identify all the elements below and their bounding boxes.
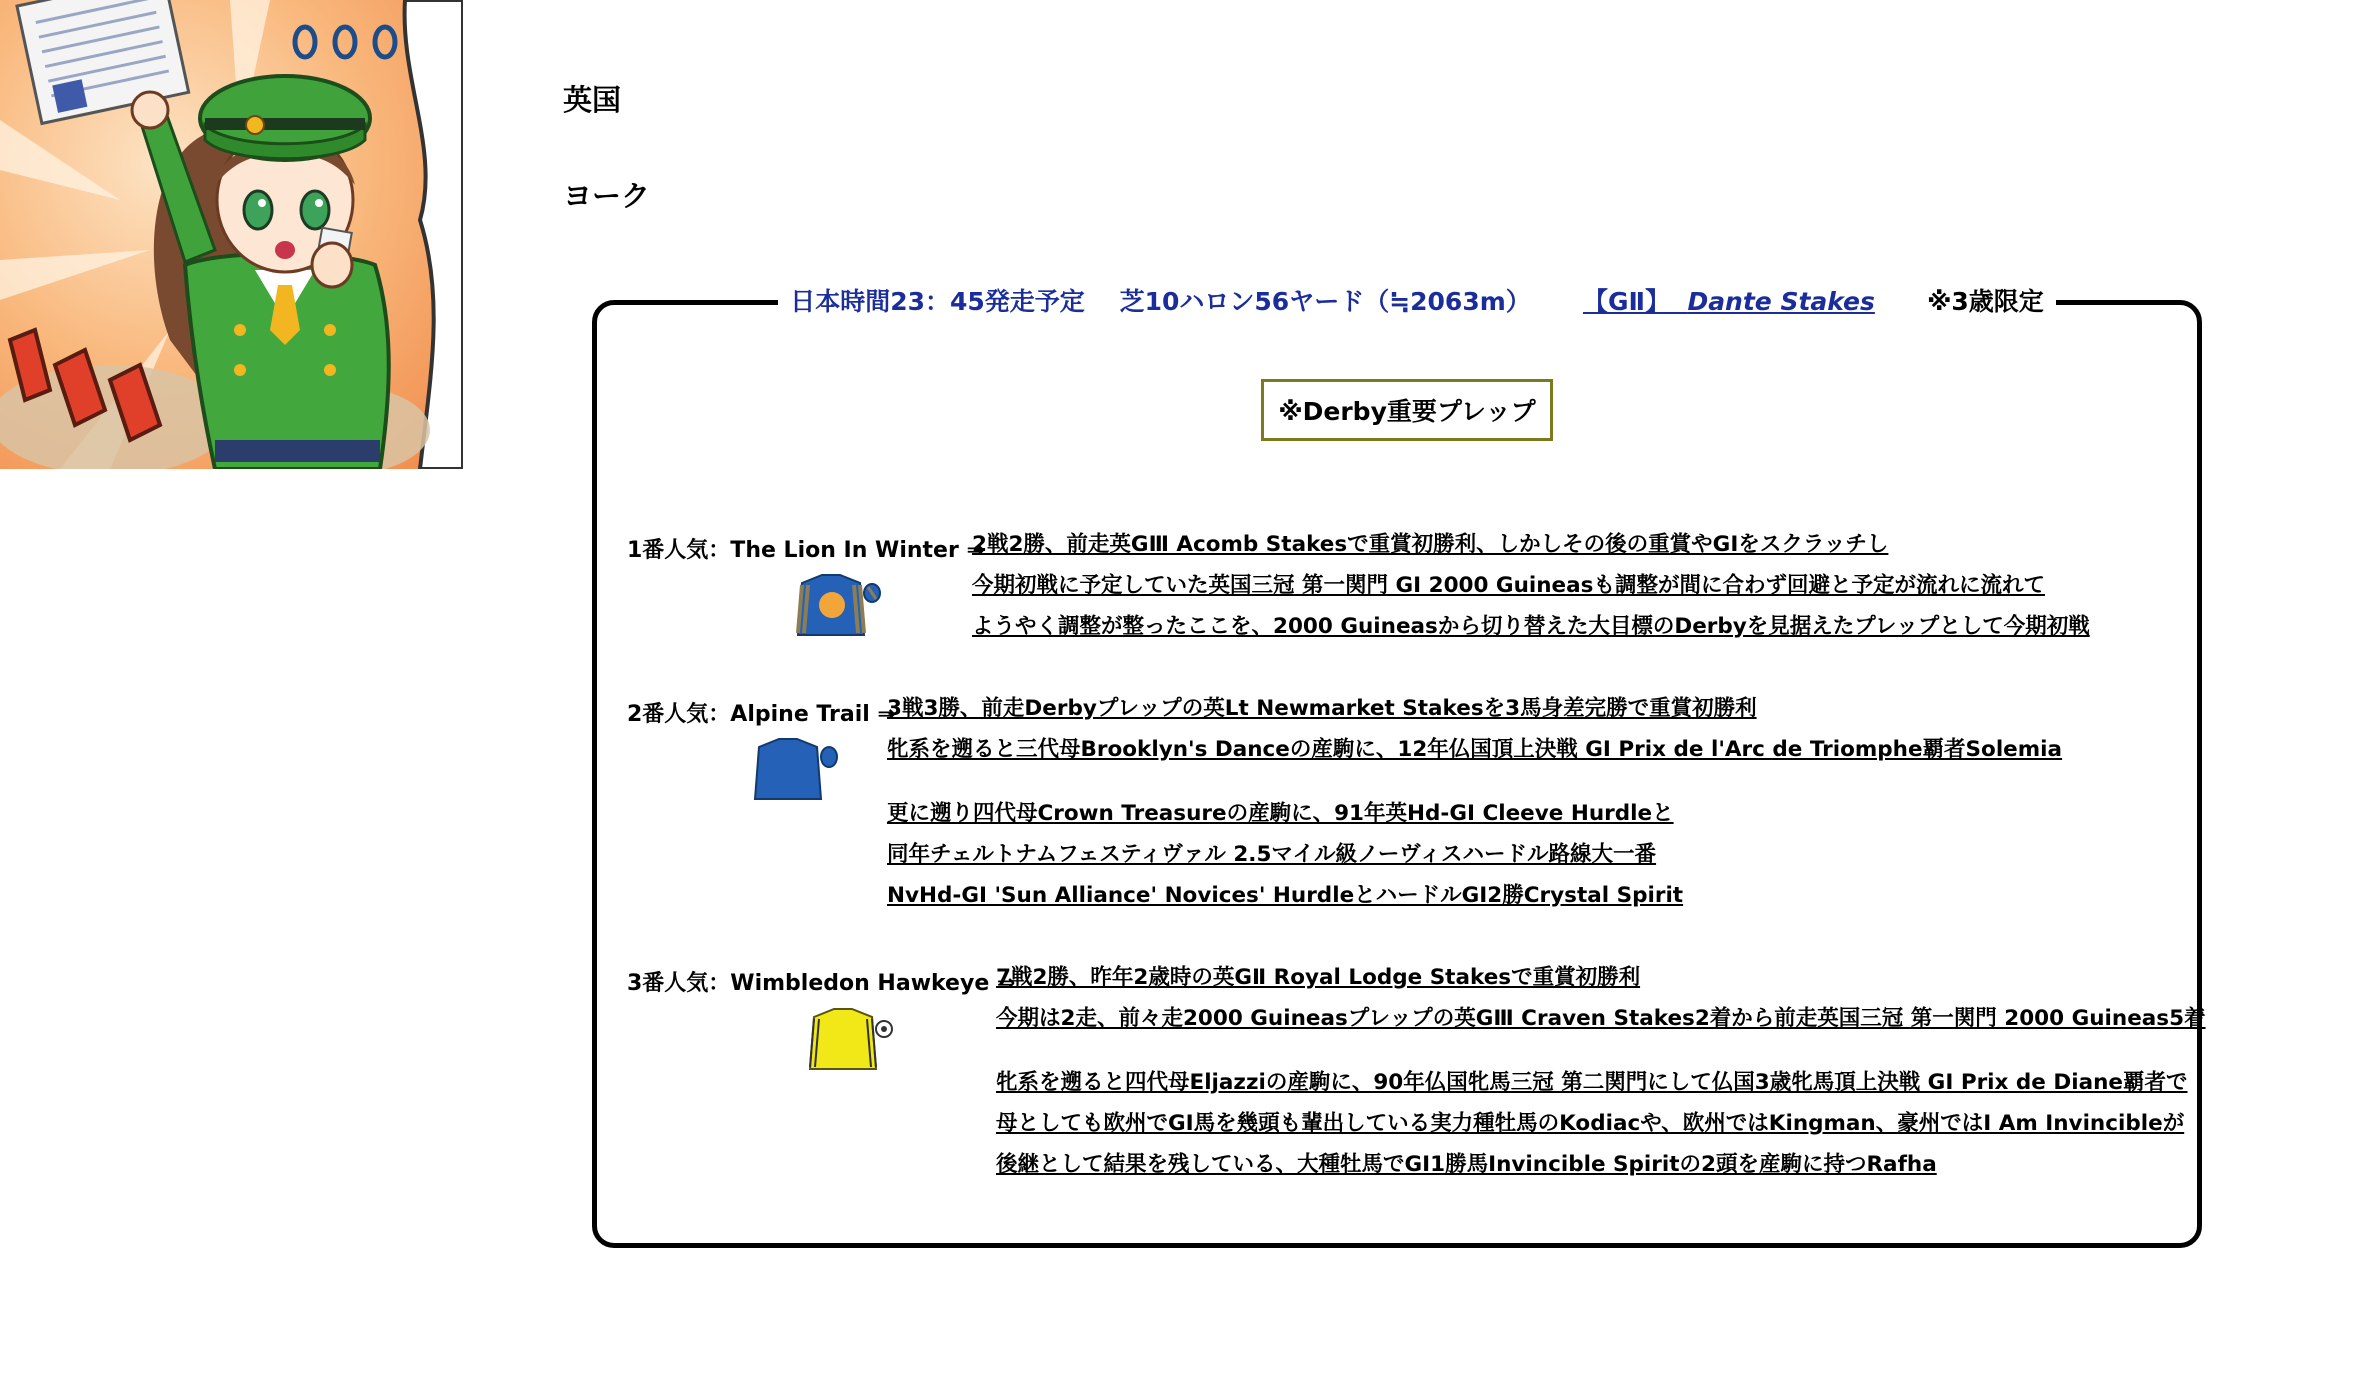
race-name: Dante Stakes — [1687, 287, 1875, 316]
jockey-silks-icon — [792, 573, 882, 643]
favorite-3-line-1[interactable]: 7戦2勝、昨年2歳時の英GⅡ Royal Lodge Stakesで重賞初勝利 — [996, 965, 1641, 990]
favorite-3-line-3[interactable]: 牝系を遡ると四代母Eljazziの産駒に、90年仏国牝馬三冠 第二関門にして仏国3歳牝馬頂上決戦 GⅠ Prix de Diane覇者で — [996, 1070, 2188, 1095]
race-grade: 【GⅡ】 — [1583, 287, 1671, 316]
favorite-1-line-2[interactable]: 今期初戦に予定していた英国三冠 第一関門 GⅠ 2000 Guineasも調整が間に合わず回避と予定が流れに流れて — [972, 573, 2045, 598]
race-distance: 芝10ハロン56ヤード（≒2063m） — [1119, 287, 1531, 316]
favorite-2-label: 2番人気：Alpine Trail ⇒ — [627, 702, 896, 727]
jockey-silks-icon — [804, 1007, 894, 1077]
favorite-3-label: 3番人気：Wimbledon Hawkeye ⇒ — [627, 971, 1016, 996]
derby-note-label: ※Derby重要プレップ — [1261, 379, 1552, 441]
post-time: 日本時間23：45発走予定 — [790, 287, 1085, 316]
favorite-1-label: 1番人気：The Lion In Winter ⇒ — [627, 538, 985, 563]
race-name-link[interactable] — [1583, 287, 1875, 316]
race-frame — [592, 287, 2206, 1248]
favorite-3-line-4[interactable]: 母としても欧州でGⅠ馬を幾頭も輩出している実力種牡馬のKodiacや、欧州ではKingman、豪州ではI Am Invincibleが — [996, 1111, 2185, 1136]
derby-note — [597, 379, 2197, 441]
country-heading: 英国 — [563, 83, 622, 117]
favorite-3-line-5[interactable]: 後継として結果を残している、大種牡馬でGⅠ1勝馬Invincible Spiritの2頭を産駒に持つRafha — [996, 1152, 1937, 1177]
favorite-2-line-5[interactable]: NvHd-GⅠ 'Sun Alliance' Novices' HurdleとハードルGⅠ2勝Crystal Spirit — [887, 883, 1684, 908]
mascot-illustration — [0, 0, 463, 469]
favorite-2-line-1[interactable]: 3戦3勝、前走Derbyプレップの英Lt Newmarket Stakesを3馬身差完勝で重賞初勝利 — [887, 696, 1757, 721]
race-header — [597, 285, 2197, 319]
favorite-2-line-4[interactable]: 同年チェルトナムフェスティヴァル 2.5マイル級ノーヴィスハードル路線大一番 — [887, 842, 1657, 867]
age-restriction: ※3歳限定 — [1927, 287, 2044, 316]
favorite-1-line-3[interactable]: ようやく調整が整ったここを、2000 Guineasから切り替えた大目標のDerbyを見据えたプレップとして今期初戦 — [972, 614, 2090, 639]
course-heading: ヨーク — [563, 179, 651, 213]
jockey-silks-icon — [749, 737, 839, 807]
favorite-1-line-1[interactable]: 2戦2勝、前走英GⅢ Acomb Stakesで重賞初勝利、しかしその後の重賞やGⅠをスクラッチし — [972, 532, 1889, 557]
favorite-2-line-3[interactable]: 更に遡り四代母Crown Treasureの産駒に、91年英Hd-GⅠ Cleeve Hurdleと — [887, 801, 1674, 826]
favorite-3-line-2[interactable]: 今期は2走、前々走2000 Guineasプレップの英GⅢ Craven Stakes2着から前走英国三冠 第一関門 2000 Guineas5着 — [996, 1006, 2206, 1031]
favorite-2-line-2[interactable]: 牝系を遡ると三代母Brooklyn's Danceの産駒に、12年仏国頂上決戦 GⅠ Prix de l'Arc de Triomphe覇者Solemia — [887, 737, 2063, 762]
